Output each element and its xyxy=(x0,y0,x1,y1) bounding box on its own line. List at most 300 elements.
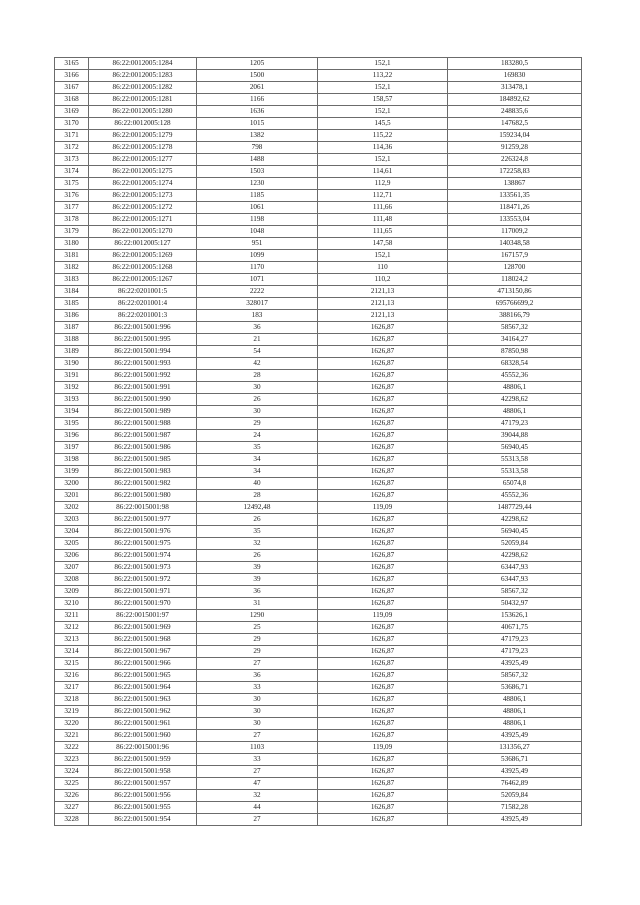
cadastral-number-cell: 86:22:0015001:97 xyxy=(89,610,197,622)
specific-value-cell: 1626,87 xyxy=(318,526,448,538)
cadastral-value-cell: 42298,62 xyxy=(448,394,582,406)
cadastral-number-cell: 86:22:0015001:976 xyxy=(89,526,197,538)
table-row xyxy=(55,682,582,694)
cadastral-value-cell: 63447,93 xyxy=(448,562,582,574)
area-cell: 1198 xyxy=(197,214,318,226)
specific-value-cell: 111,66 xyxy=(318,202,448,214)
cadastral-number-cell: 86:22:0015001:983 xyxy=(89,466,197,478)
specific-value-cell: 1626,87 xyxy=(318,322,448,334)
specific-value-cell: 1626,87 xyxy=(318,778,448,790)
cadastral-number-cell: 86:22:0012005:1274 xyxy=(89,178,197,190)
table-row xyxy=(55,526,582,538)
cadastral-value-cell: 1487729,44 xyxy=(448,502,582,514)
table-row xyxy=(55,106,582,118)
row-number-cell: 3192 xyxy=(55,382,89,394)
area-cell: 1205 xyxy=(197,58,318,70)
specific-value-cell: 152,1 xyxy=(318,58,448,70)
cadastral-value-cell: 48806,1 xyxy=(448,694,582,706)
cadastral-value-cell: 45552,36 xyxy=(448,490,582,502)
area-cell: 21 xyxy=(197,334,318,346)
cadastral-number-cell: 86:22:0015001:977 xyxy=(89,514,197,526)
table-row xyxy=(55,442,582,454)
cadastral-number-cell: 86:22:0015001:970 xyxy=(89,598,197,610)
cadastral-number-cell: 86:22:0015001:995 xyxy=(89,334,197,346)
row-number-cell: 3218 xyxy=(55,694,89,706)
area-cell: 33 xyxy=(197,754,318,766)
row-number-cell: 3180 xyxy=(55,238,89,250)
area-cell: 34 xyxy=(197,466,318,478)
area-cell: 27 xyxy=(197,766,318,778)
table-row xyxy=(55,370,582,382)
table-row xyxy=(55,382,582,394)
cadastral-value-cell: 71582,28 xyxy=(448,802,582,814)
specific-value-cell: 1626,87 xyxy=(318,466,448,478)
area-cell: 1503 xyxy=(197,166,318,178)
cadastral-number-cell: 86:22:0012005:1273 xyxy=(89,190,197,202)
cadastral-number-cell: 86:22:0015001:966 xyxy=(89,658,197,670)
row-number-cell: 3211 xyxy=(55,610,89,622)
cadastral-number-cell: 86:22:0015001:993 xyxy=(89,358,197,370)
specific-value-cell: 1626,87 xyxy=(318,478,448,490)
area-cell: 2222 xyxy=(197,286,318,298)
cadastral-number-cell: 86:22:0201001:4 xyxy=(89,298,197,310)
table-row xyxy=(55,754,582,766)
cadastral-value-cell: 172258,83 xyxy=(448,166,582,178)
cadastral-number-cell: 86:22:0015001:973 xyxy=(89,562,197,574)
cadastral-value-cell: 56940,45 xyxy=(448,442,582,454)
area-cell: 26 xyxy=(197,394,318,406)
cadastral-number-cell: 86:22:0015001:964 xyxy=(89,682,197,694)
table-row xyxy=(55,778,582,790)
area-cell: 27 xyxy=(197,730,318,742)
specific-value-cell: 2121,13 xyxy=(318,286,448,298)
row-number-cell: 3190 xyxy=(55,358,89,370)
row-number-cell: 3177 xyxy=(55,202,89,214)
table-row xyxy=(55,82,582,94)
table-row xyxy=(55,538,582,550)
cadastral-number-cell: 86:22:0012005:1270 xyxy=(89,226,197,238)
specific-value-cell: 152,1 xyxy=(318,154,448,166)
row-number-cell: 3210 xyxy=(55,598,89,610)
cadastral-value-cell: 48806,1 xyxy=(448,382,582,394)
row-number-cell: 3200 xyxy=(55,478,89,490)
table-row xyxy=(55,550,582,562)
cadastral-value-cell: 65074,8 xyxy=(448,478,582,490)
specific-value-cell: 1626,87 xyxy=(318,430,448,442)
cadastral-number-cell: 86:22:0012005:1282 xyxy=(89,82,197,94)
cadastral-number-cell: 86:22:0015001:960 xyxy=(89,730,197,742)
specific-value-cell: 1626,87 xyxy=(318,766,448,778)
row-number-cell: 3191 xyxy=(55,370,89,382)
cadastral-number-cell: 86:22:0015001:968 xyxy=(89,634,197,646)
row-number-cell: 3197 xyxy=(55,442,89,454)
cadastral-number-cell: 86:22:0012005:1272 xyxy=(89,202,197,214)
cadastral-number-cell: 86:22:0015001:982 xyxy=(89,478,197,490)
table-row xyxy=(55,502,582,514)
cadastral-number-cell: 86:22:0015001:972 xyxy=(89,574,197,586)
area-cell: 40 xyxy=(197,478,318,490)
area-cell: 798 xyxy=(197,142,318,154)
row-number-cell: 3186 xyxy=(55,310,89,322)
row-number-cell: 3182 xyxy=(55,262,89,274)
table-row xyxy=(55,766,582,778)
cadastral-number-cell: 86:22:0015001:959 xyxy=(89,754,197,766)
cadastral-number-cell: 86:22:0015001:955 xyxy=(89,802,197,814)
specific-value-cell: 119,09 xyxy=(318,610,448,622)
table-row xyxy=(55,574,582,586)
cadastral-number-cell: 86:22:0012005:1278 xyxy=(89,142,197,154)
table-row xyxy=(55,454,582,466)
cadastral-number-cell: 86:22:0015001:994 xyxy=(89,346,197,358)
table-row xyxy=(55,358,582,370)
row-number-cell: 3174 xyxy=(55,166,89,178)
specific-value-cell: 158,57 xyxy=(318,94,448,106)
cadastral-number-cell: 86:22:0015001:96 xyxy=(89,742,197,754)
cadastral-value-cell: 248835,6 xyxy=(448,106,582,118)
area-cell: 36 xyxy=(197,670,318,682)
table-row xyxy=(55,250,582,262)
specific-value-cell: 1626,87 xyxy=(318,370,448,382)
area-cell: 36 xyxy=(197,322,318,334)
specific-value-cell: 1626,87 xyxy=(318,442,448,454)
table-row xyxy=(55,478,582,490)
cadastral-value-cell: 50432,97 xyxy=(448,598,582,610)
table-row xyxy=(55,586,582,598)
cadastral-number-cell: 86:22:0015001:962 xyxy=(89,706,197,718)
area-cell: 30 xyxy=(197,406,318,418)
area-cell: 30 xyxy=(197,718,318,730)
area-cell: 27 xyxy=(197,658,318,670)
row-number-cell: 3203 xyxy=(55,514,89,526)
row-number-cell: 3227 xyxy=(55,802,89,814)
table-row xyxy=(55,646,582,658)
specific-value-cell: 1626,87 xyxy=(318,454,448,466)
specific-value-cell: 1626,87 xyxy=(318,490,448,502)
row-number-cell: 3188 xyxy=(55,334,89,346)
row-number-cell: 3181 xyxy=(55,250,89,262)
area-cell: 28 xyxy=(197,490,318,502)
row-number-cell: 3198 xyxy=(55,454,89,466)
area-cell: 1061 xyxy=(197,202,318,214)
row-number-cell: 3212 xyxy=(55,622,89,634)
cadastral-number-cell: 86:22:0012005:1271 xyxy=(89,214,197,226)
document-page xyxy=(54,57,581,826)
row-number-cell: 3171 xyxy=(55,130,89,142)
specific-value-cell: 2121,13 xyxy=(318,310,448,322)
cadastral-number-cell: 86:22:0015001:958 xyxy=(89,766,197,778)
specific-value-cell: 1626,87 xyxy=(318,562,448,574)
cadastral-value-cell: 159234,04 xyxy=(448,130,582,142)
specific-value-cell: 152,1 xyxy=(318,250,448,262)
row-number-cell: 3165 xyxy=(55,58,89,70)
cadastral-value-cell: 47179,23 xyxy=(448,418,582,430)
cadastral-number-cell: 86:22:0012005:1269 xyxy=(89,250,197,262)
table-row xyxy=(55,226,582,238)
table-row xyxy=(55,394,582,406)
row-number-cell: 3228 xyxy=(55,814,89,826)
table-row xyxy=(55,802,582,814)
cadastral-number-cell: 86:22:0015001:991 xyxy=(89,382,197,394)
cadastral-number-cell: 86:22:0012005:1281 xyxy=(89,94,197,106)
cadastral-value-cell: 313478,1 xyxy=(448,82,582,94)
table-row xyxy=(55,310,582,322)
specific-value-cell: 1626,87 xyxy=(318,670,448,682)
cadastral-value-cell: 183280,5 xyxy=(448,58,582,70)
area-cell: 30 xyxy=(197,382,318,394)
table-row xyxy=(55,70,582,82)
table-row xyxy=(55,262,582,274)
row-number-cell: 3196 xyxy=(55,430,89,442)
cadastral-value-cell: 131356,27 xyxy=(448,742,582,754)
cadastral-number-cell: 86:22:0015001:969 xyxy=(89,622,197,634)
cadastral-value-cell: 55313,58 xyxy=(448,466,582,478)
specific-value-cell: 1626,87 xyxy=(318,622,448,634)
row-number-cell: 3166 xyxy=(55,70,89,82)
table-row xyxy=(55,814,582,826)
row-number-cell: 3168 xyxy=(55,94,89,106)
cadastral-value-cell: 53686,71 xyxy=(448,754,582,766)
table-row xyxy=(55,418,582,430)
cadastral-number-cell: 86:22:0015001:974 xyxy=(89,550,197,562)
row-number-cell: 3178 xyxy=(55,214,89,226)
cadastral-number-cell: 86:22:0012005:1277 xyxy=(89,154,197,166)
table-row xyxy=(55,610,582,622)
row-number-cell: 3215 xyxy=(55,658,89,670)
cadastral-value-cell: 140348,58 xyxy=(448,238,582,250)
table-row xyxy=(55,130,582,142)
specific-value-cell: 110 xyxy=(318,262,448,274)
row-number-cell: 3205 xyxy=(55,538,89,550)
specific-value-cell: 112,9 xyxy=(318,178,448,190)
cadastral-number-cell: 86:22:0015001:956 xyxy=(89,790,197,802)
table-row xyxy=(55,178,582,190)
specific-value-cell: 1626,87 xyxy=(318,790,448,802)
area-cell: 31 xyxy=(197,598,318,610)
cadastral-value-cell: 43925,49 xyxy=(448,766,582,778)
row-number-cell: 3222 xyxy=(55,742,89,754)
specific-value-cell: 111,65 xyxy=(318,226,448,238)
cadastral-value-cell: 169830 xyxy=(448,70,582,82)
specific-value-cell: 1626,87 xyxy=(318,346,448,358)
cadastral-value-cell: 118024,2 xyxy=(448,274,582,286)
area-cell: 1071 xyxy=(197,274,318,286)
row-number-cell: 3183 xyxy=(55,274,89,286)
cadastral-number-cell: 86:22:0012005:1284 xyxy=(89,58,197,70)
cadastral-value-cell: 63447,93 xyxy=(448,574,582,586)
row-number-cell: 3184 xyxy=(55,286,89,298)
area-cell: 29 xyxy=(197,418,318,430)
area-cell: 28 xyxy=(197,370,318,382)
specific-value-cell: 152,1 xyxy=(318,82,448,94)
specific-value-cell: 1626,87 xyxy=(318,358,448,370)
cadastral-number-cell: 86:22:0015001:963 xyxy=(89,694,197,706)
area-cell: 1170 xyxy=(197,262,318,274)
row-number-cell: 3213 xyxy=(55,634,89,646)
table-row xyxy=(55,238,582,250)
row-number-cell: 3179 xyxy=(55,226,89,238)
specific-value-cell: 111,48 xyxy=(318,214,448,226)
cadastral-value-table xyxy=(54,57,582,826)
specific-value-cell: 1626,87 xyxy=(318,418,448,430)
row-number-cell: 3223 xyxy=(55,754,89,766)
cadastral-value-cell: 56940,45 xyxy=(448,526,582,538)
specific-value-cell: 145,5 xyxy=(318,118,448,130)
table-row xyxy=(55,622,582,634)
table-row xyxy=(55,346,582,358)
cadastral-value-cell: 53686,71 xyxy=(448,682,582,694)
area-cell: 1103 xyxy=(197,742,318,754)
specific-value-cell: 114,36 xyxy=(318,142,448,154)
specific-value-cell: 1626,87 xyxy=(318,574,448,586)
table-row xyxy=(55,298,582,310)
row-number-cell: 3220 xyxy=(55,718,89,730)
cadastral-number-cell: 86:22:0201001:3 xyxy=(89,310,197,322)
specific-value-cell: 2121,13 xyxy=(318,298,448,310)
cadastral-value-cell: 138867 xyxy=(448,178,582,190)
row-number-cell: 3206 xyxy=(55,550,89,562)
row-number-cell: 3208 xyxy=(55,574,89,586)
area-cell: 1015 xyxy=(197,118,318,130)
row-number-cell: 3217 xyxy=(55,682,89,694)
area-cell: 35 xyxy=(197,526,318,538)
specific-value-cell: 1626,87 xyxy=(318,634,448,646)
cadastral-number-cell: 86:22:0015001:986 xyxy=(89,442,197,454)
area-cell: 29 xyxy=(197,634,318,646)
row-number-cell: 3224 xyxy=(55,766,89,778)
cadastral-number-cell: 86:22:0012005:1268 xyxy=(89,262,197,274)
table-row xyxy=(55,694,582,706)
cadastral-value-cell: 42298,62 xyxy=(448,514,582,526)
table-row xyxy=(55,202,582,214)
area-cell: 33 xyxy=(197,682,318,694)
row-number-cell: 3221 xyxy=(55,730,89,742)
specific-value-cell: 1626,87 xyxy=(318,754,448,766)
row-number-cell: 3201 xyxy=(55,490,89,502)
row-number-cell: 3170 xyxy=(55,118,89,130)
specific-value-cell: 1626,87 xyxy=(318,514,448,526)
table-body xyxy=(55,58,582,826)
specific-value-cell: 1626,87 xyxy=(318,406,448,418)
row-number-cell: 3189 xyxy=(55,346,89,358)
specific-value-cell: 152,1 xyxy=(318,106,448,118)
specific-value-cell: 1626,87 xyxy=(318,382,448,394)
cadastral-value-cell: 43925,49 xyxy=(448,730,582,742)
specific-value-cell: 1626,87 xyxy=(318,814,448,826)
area-cell: 1099 xyxy=(197,250,318,262)
area-cell: 39 xyxy=(197,574,318,586)
area-cell: 24 xyxy=(197,430,318,442)
area-cell: 1185 xyxy=(197,190,318,202)
cadastral-value-cell: 4713150,86 xyxy=(448,286,582,298)
specific-value-cell: 1626,87 xyxy=(318,538,448,550)
row-number-cell: 3169 xyxy=(55,106,89,118)
row-number-cell: 3185 xyxy=(55,298,89,310)
table-row xyxy=(55,706,582,718)
row-number-cell: 3214 xyxy=(55,646,89,658)
table-row xyxy=(55,286,582,298)
cadastral-value-cell: 47179,23 xyxy=(448,646,582,658)
row-number-cell: 3194 xyxy=(55,406,89,418)
row-number-cell: 3216 xyxy=(55,670,89,682)
specific-value-cell: 1626,87 xyxy=(318,598,448,610)
area-cell: 54 xyxy=(197,346,318,358)
area-cell: 1048 xyxy=(197,226,318,238)
area-cell: 29 xyxy=(197,646,318,658)
area-cell: 44 xyxy=(197,802,318,814)
specific-value-cell: 1626,87 xyxy=(318,694,448,706)
area-cell: 1230 xyxy=(197,178,318,190)
table-row xyxy=(55,730,582,742)
row-number-cell: 3175 xyxy=(55,178,89,190)
specific-value-cell: 114,61 xyxy=(318,166,448,178)
row-number-cell: 3176 xyxy=(55,190,89,202)
cadastral-value-cell: 40671,75 xyxy=(448,622,582,634)
cadastral-number-cell: 86:22:0015001:967 xyxy=(89,646,197,658)
cadastral-number-cell: 86:22:0201001:5 xyxy=(89,286,197,298)
cadastral-value-cell: 58567,32 xyxy=(448,586,582,598)
cadastral-number-cell: 86:22:0012005:1283 xyxy=(89,70,197,82)
cadastral-value-cell: 47179,23 xyxy=(448,634,582,646)
table-row xyxy=(55,58,582,70)
table-row xyxy=(55,790,582,802)
area-cell: 328017 xyxy=(197,298,318,310)
table-row xyxy=(55,322,582,334)
row-number-cell: 3187 xyxy=(55,322,89,334)
row-number-cell: 3199 xyxy=(55,466,89,478)
row-number-cell: 3209 xyxy=(55,586,89,598)
table-row xyxy=(55,142,582,154)
cadastral-value-cell: 55313,58 xyxy=(448,454,582,466)
row-number-cell: 3225 xyxy=(55,778,89,790)
table-row xyxy=(55,214,582,226)
cadastral-value-cell: 43925,49 xyxy=(448,814,582,826)
cadastral-number-cell: 86:22:0015001:98 xyxy=(89,502,197,514)
area-cell: 1290 xyxy=(197,610,318,622)
cadastral-number-cell: 86:22:0015001:990 xyxy=(89,394,197,406)
area-cell: 26 xyxy=(197,514,318,526)
row-number-cell: 3167 xyxy=(55,82,89,94)
specific-value-cell: 1626,87 xyxy=(318,646,448,658)
cadastral-number-cell: 86:22:0015001:961 xyxy=(89,718,197,730)
specific-value-cell: 115,22 xyxy=(318,130,448,142)
specific-value-cell: 1626,87 xyxy=(318,706,448,718)
cadastral-value-cell: 68328,54 xyxy=(448,358,582,370)
table-row xyxy=(55,718,582,730)
cadastral-number-cell: 86:22:0015001:985 xyxy=(89,454,197,466)
cadastral-number-cell: 86:22:0012005:1275 xyxy=(89,166,197,178)
cadastral-number-cell: 86:22:0012005:1279 xyxy=(89,130,197,142)
cadastral-value-cell: 39044,88 xyxy=(448,430,582,442)
row-number-cell: 3173 xyxy=(55,154,89,166)
area-cell: 32 xyxy=(197,538,318,550)
cadastral-value-cell: 153626,1 xyxy=(448,610,582,622)
cadastral-value-cell: 48806,1 xyxy=(448,718,582,730)
specific-value-cell: 1626,87 xyxy=(318,730,448,742)
cadastral-number-cell: 86:22:0015001:996 xyxy=(89,322,197,334)
row-number-cell: 3202 xyxy=(55,502,89,514)
table-row xyxy=(55,118,582,130)
row-number-cell: 3207 xyxy=(55,562,89,574)
specific-value-cell: 110,2 xyxy=(318,274,448,286)
specific-value-cell: 112,71 xyxy=(318,190,448,202)
area-cell: 35 xyxy=(197,442,318,454)
cadastral-value-cell: 58567,32 xyxy=(448,670,582,682)
area-cell: 1500 xyxy=(197,70,318,82)
area-cell: 36 xyxy=(197,586,318,598)
cadastral-number-cell: 86:22:0015001:988 xyxy=(89,418,197,430)
cadastral-value-cell: 118471,26 xyxy=(448,202,582,214)
specific-value-cell: 1626,87 xyxy=(318,394,448,406)
